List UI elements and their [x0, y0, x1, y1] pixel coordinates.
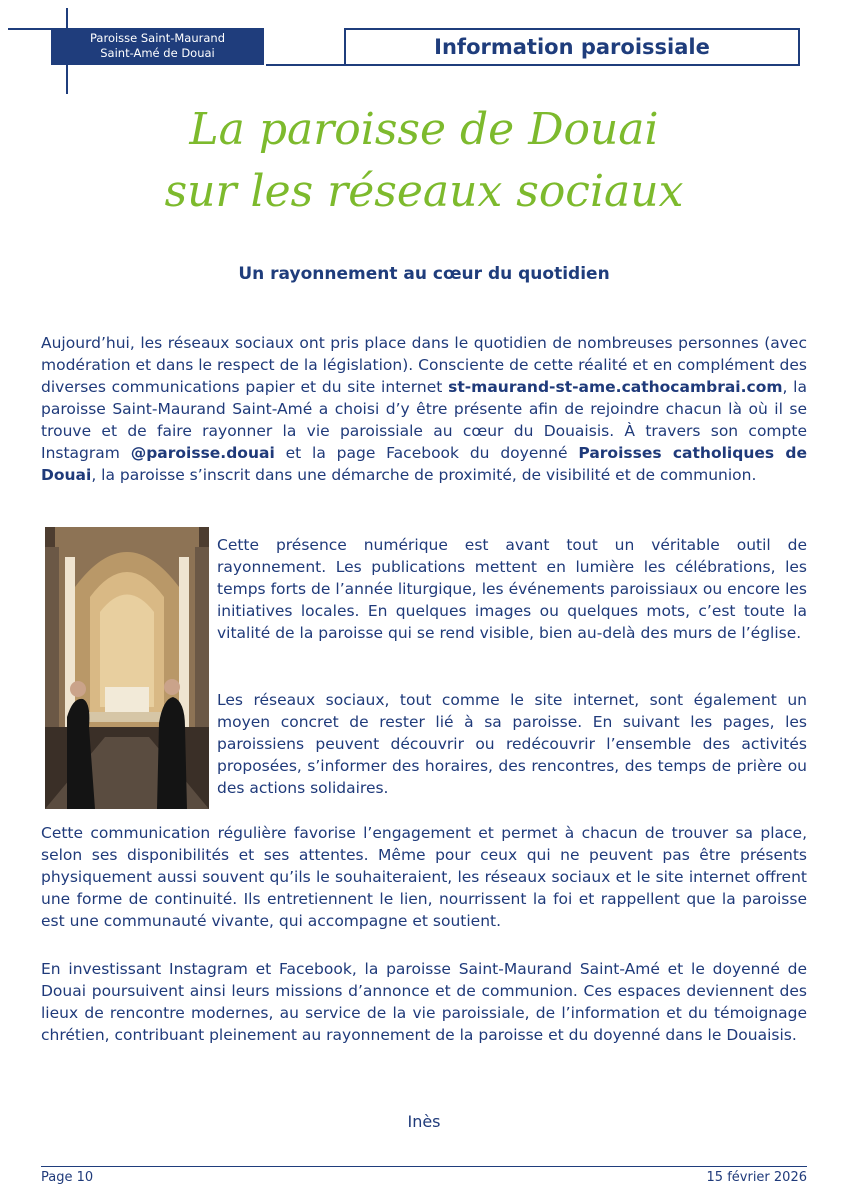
paragraph-intro	[41, 332, 807, 486]
paragraph-digital-presence: Cette présence numérique est avant tout un véritable outil de rayonnement. Les publications mettent en lumière les célébrations, les temps forts de l’année liturgique, les événements paroissiaux ou encore les initiatives locales. En quelques images ou quelques mots, c’est toute la vitalité de la paroisse qui se rend visible, bien au-delà des murs de l’église.	[217, 536, 807, 642]
paragraph-social-networks: Les réseaux sociaux, tout comme le site internet, sont également un moyen concret de rester lié à sa paroisse. En suivant les pages, les paroissiens peuvent découvrir ou redécouvrir l’ensemble des activités proposées, s’informer des horaires, des rencontres, des temps de prière ou des actions solidaires.	[217, 691, 807, 797]
page-number: Page 10	[41, 1170, 94, 1185]
article-title-line2: sur les réseaux sociaux	[164, 166, 684, 217]
paragraph-engagement: Cette communication régulière favorise l’engagement et permet à chacun de trouver sa place, selon ses disponibilités et ses attentes. Même pour ceux qui ne peuvent pas être présents physiquement aussi souvent qu’ils le souhaiteraient, les réseaux sociaux et le site internet offrent une forme de continuité. Ils entretiennent le lien, nourrissent la foi et rappellent que la paroisse est une communauté vivante, qui accompagne et soutient.	[41, 824, 807, 930]
issue-date: 15 février 2026	[706, 1170, 807, 1185]
logo-cross-vertical	[66, 8, 68, 94]
paragraph-intro-text-b: , la paroisse Saint-Maurand Saint-Amé a choisi d’y être présente afin de rejoindre chacun là où il se trouve et de faire rayonner la vie paroissiale au cœur du Douaisis. À travers son compte Instagram	[41, 378, 807, 462]
paragraph-intro-text-c: et la page Facebook du doyenné	[274, 444, 579, 462]
facebook-page-name: Paroisses catholiques de Douai	[41, 444, 807, 484]
paragraph-intro-text-a: Aujourd’hui, les réseaux sociaux ont pris place dans le quotidien de nombreuses personnes (avec modération et dans le respect de la législation). Consciente de cette réalité et en complément des diverses communications papier et du site internet	[41, 334, 807, 396]
section-title: Information paroissiale	[344, 28, 800, 66]
parish-name-line1: Paroisse Saint-Maurand	[90, 31, 225, 45]
church-interior-photo	[45, 527, 209, 809]
header-connector-line	[266, 64, 344, 66]
instagram-handle: @paroisse.douai	[130, 444, 275, 462]
article-subtitle: Un rayonnement au cœur du quotidien	[238, 264, 610, 284]
paragraph-conclusion: En investissant Instagram et Facebook, la paroisse Saint-Maurand Saint-Amé et le doyenné de Douai poursuivent ainsi leurs missions d’annonce et de communion. Ces espaces deviennent des lieux de rencontre modernes, au service de la vie paroissiale, de l’information et du témoignage chrétien, contribuant pleinement au rayonnement de la paroisse et du doyenné dans le Douaisis.	[41, 960, 807, 1044]
parish-logo	[51, 28, 264, 65]
paragraph-intro-text-d: , la paroisse s’inscrit dans une démarche de proximité, de visibilité et de communion.	[91, 466, 757, 484]
footer-divider	[41, 1166, 807, 1167]
parish-name-line2: Saint-Amé de Douai	[100, 46, 215, 60]
article-author: Inès	[407, 1112, 441, 1131]
article-title-line1: La paroisse de Douai	[189, 104, 659, 155]
website-link: st-maurand-st-ame.cathocambrai.com	[448, 378, 783, 396]
